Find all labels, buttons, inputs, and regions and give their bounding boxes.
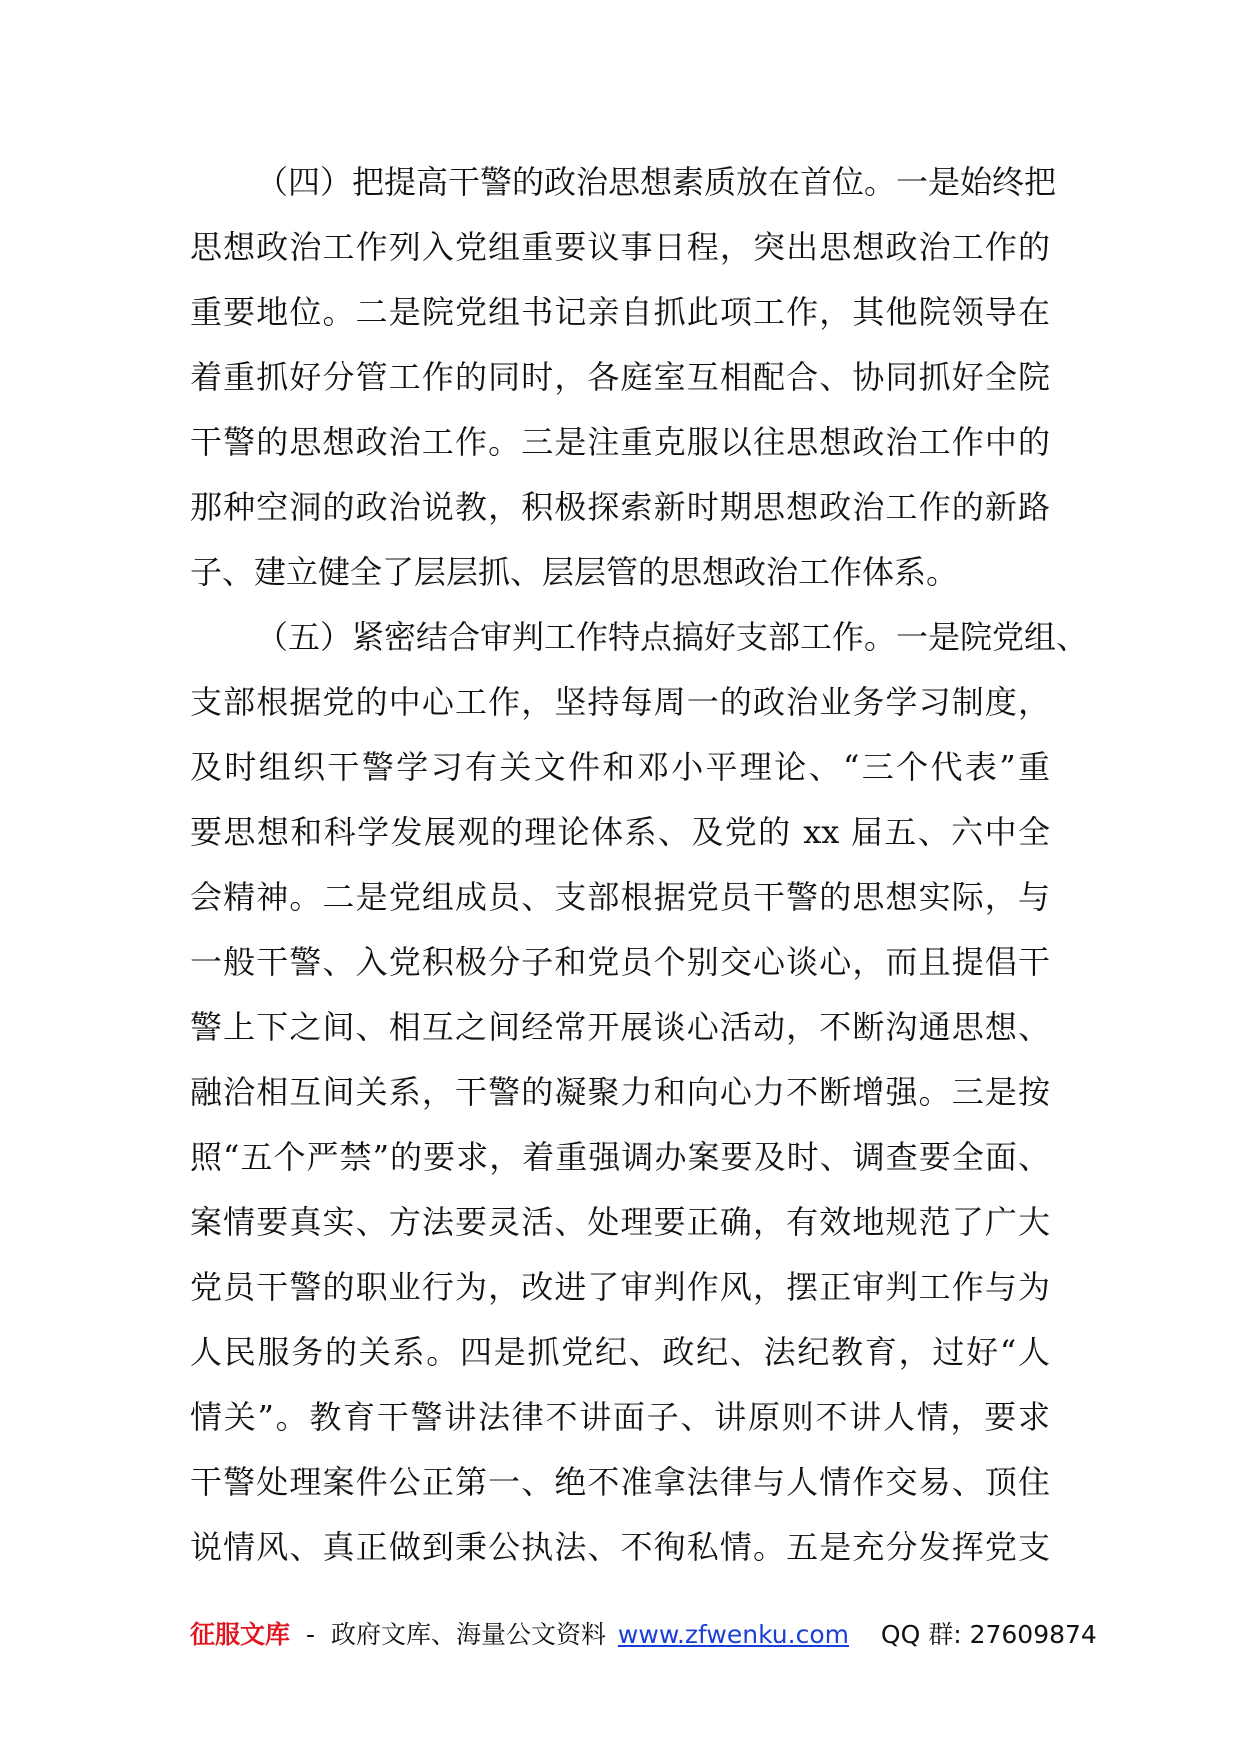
text-line: 思想政治工作列入党组重要议事日程，突出思想政治工作的 [190, 228, 1050, 266]
text-line: 照“五个严禁”的要求，着重强调办案要及时、调查要全面、 [190, 1138, 1050, 1176]
text-line: 人民服务的关系。四是抓党纪、政纪、法纪教育，过好“人 [190, 1333, 1050, 1371]
text-line: 融洽相互间关系，干警的凝聚力和向心力不断增强。三是按 [190, 1073, 1050, 1111]
text-line: 着重抓好分管工作的同时，各庭室互相配合、协同抓好全院 [190, 358, 1050, 396]
paragraph-4 [190, 150, 1057, 605]
footer-brand: 征服文库 [190, 1620, 291, 1649]
text-line: 及时组织干警学习有关文件和邓小平理论、“三个代表”重 [190, 748, 1050, 786]
text-line: 支部根据党的中心工作，坚持每周一的政治业务学习制度， [190, 683, 1050, 721]
text-line: 干警处理案件公正第一、绝不准拿法律与人情作交易、顶住 [190, 1463, 1050, 1501]
text-line: 情关”。教育干警讲法律不讲面子、讲原则不讲人情，要求 [190, 1398, 1050, 1436]
footer-url-link[interactable]: www.zfwenku.com [617, 1620, 849, 1649]
paragraph-5 [190, 605, 1089, 1580]
text-line: 重要地位。二是院党组书记亲自抓此项工作，其他院领导在 [190, 293, 1050, 331]
footer-tagline: 政府文库、海量公文资料 [330, 1620, 606, 1649]
document-body [190, 150, 1089, 1580]
text-line: 会精神。二是党组成员、支部根据党员干警的思想实际，与 [190, 878, 1050, 916]
text-line: 案情要真实、方法要灵活、处理要正确，有效地规范了广大 [190, 1203, 1050, 1241]
text-line: 那种空洞的政治说教，积极探索新时期思想政治工作的新路 [190, 488, 1050, 526]
text-line: （四）把提高干警的政治思想素质放在首位。一是始终把 [256, 163, 1057, 201]
text-line: 干警的思想政治工作。三是注重克服以往思想政治工作中的 [190, 423, 1050, 461]
footer-qq-group: QQ 群: 27609874 [880, 1620, 1097, 1649]
text-line: 党员干警的职业行为，改进了审判作风，摆正审判工作与为 [190, 1268, 1050, 1306]
text-line: （五）紧密结合审判工作特点搞好支部工作。一是院党组、 [256, 618, 1089, 656]
text-line: 说情风、真正做到秉公执法、不徇私情。五是充分发挥党支 [190, 1528, 1050, 1566]
footer-bar [190, 1615, 1097, 1655]
text-line: 子、建立健全了层层抓、层层管的思想政治工作体系。 [190, 553, 959, 591]
text-line: 一般干警、入党积极分子和党员个别交心谈心，而且提倡干 [190, 943, 1050, 981]
text-line: 要思想和科学发展观的理论体系、及党的 xx 届五、六中全 [190, 813, 1050, 851]
text-line: 警上下之间、相互之间经常开展谈心活动，不断沟通思想、 [190, 1008, 1050, 1046]
footer-separator: - [305, 1620, 315, 1649]
